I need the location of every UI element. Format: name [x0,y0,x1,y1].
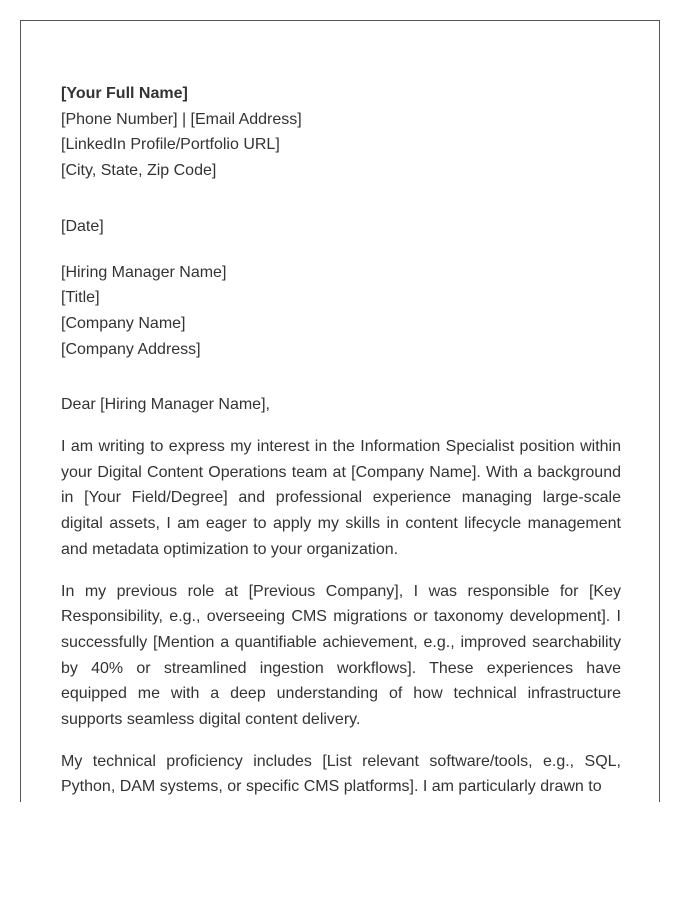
recipient-company: [Company Name] [61,314,186,332]
body-paragraph: My technical proficiency includes [List relevant software/tools, e.g., SQL, Python, DAM systems, or specific CMS platforms]. I am particularly drawn to [61,752,621,796]
sender-block [61,81,621,184]
document-page [20,20,660,802]
body-paragraph: I am writing to express my interest in the Information Specialist position within your Digital Content Operations team at [Company Name]. With a background in [Your Field/Degree] and professional experience managing large-scale digital assets, I am eager to apply my skills in content lifecycle management and metadata optimization to your organization. [61,438,621,558]
recipient-address: [Company Address] [61,340,201,358]
body-paragraph: In my previous role at [Previous Company], I was responsible for [Key Responsibility, e.g., overseeing CMS migrations or taxonomy development]. I successfully [Mention a quantifiable achievement, e.g., improved searchability by 40% or streamlined ingestion workflows]. These experiences have equipped me with a deep understanding of how technical infrastructure supports seamless digital content delivery. [61,582,621,729]
salutation: Dear [Hiring Manager Name], [61,396,270,414]
sender-location: [City, State, Zip Code] [61,162,217,180]
sender-contact: [Phone Number] | [Email Address] [61,110,302,128]
recipient-title: [Title] [61,289,100,307]
letter-date: [Date] [61,217,104,235]
recipient-block [61,260,621,363]
sender-name: [Your Full Name] [61,85,188,102]
recipient-name: [Hiring Manager Name] [61,263,227,281]
letter-body [61,81,621,800]
sender-linkedin: [LinkedIn Profile/Portfolio URL] [61,136,280,154]
